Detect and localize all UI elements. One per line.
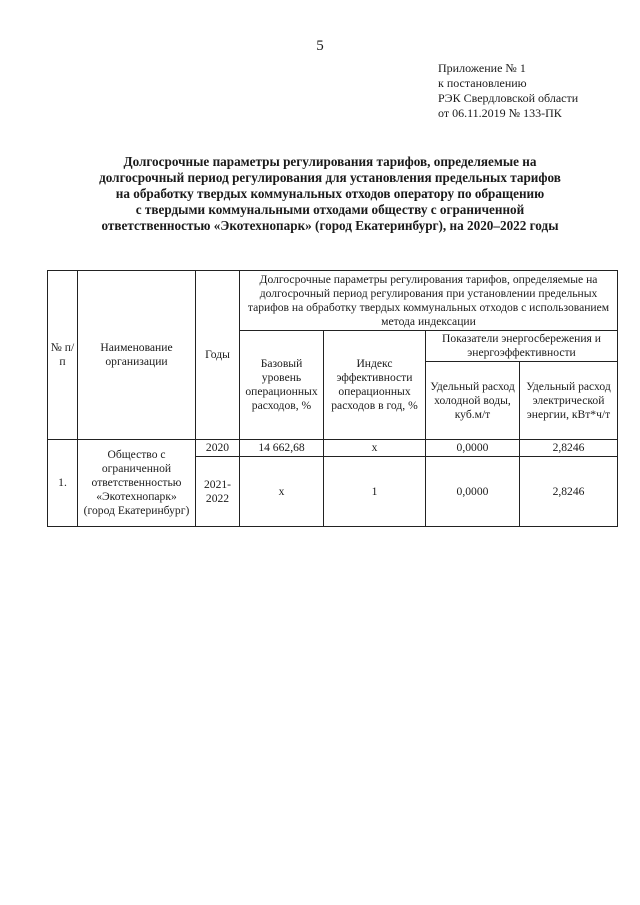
title-line: на обработку твердых коммунальных отходов оператору по обращению [115, 186, 545, 201]
header-num: № п/п [48, 271, 78, 440]
appendix-line: РЭК Свердловской области [438, 91, 579, 105]
header-years: Годы [196, 271, 240, 440]
cell-electricity: 2,8246 [520, 440, 618, 457]
header-org-name: Наименование организации [78, 271, 196, 440]
table-row [48, 440, 618, 457]
header-efficiency-index: Индекс эффективности операционных расходов в год, % [324, 331, 426, 440]
appendix-line: к постановлению [438, 76, 527, 90]
cell-efficiency-index: 1 [324, 457, 426, 527]
cell-base-level: x [240, 457, 324, 527]
cell-base-level: 14 662,68 [240, 440, 324, 457]
appendix-line: Приложение № 1 [438, 61, 526, 75]
cell-water: 0,0000 [426, 457, 520, 527]
row-num: 1. [48, 440, 78, 527]
row-organization: Общество с ограниченной ответственностью «Экотехнопарк» (город Екатеринбург) [78, 440, 196, 527]
title-line: долгосрочный период регулирования для установления предельных тарифов [99, 170, 561, 185]
header-energy-group: Показатели энергосбережения и энергоэффективности [426, 331, 618, 362]
cell-efficiency-index: x [324, 440, 426, 457]
document-title [60, 154, 600, 234]
cell-years: 2020 [196, 440, 240, 457]
title-line: ответственностью «Экотехнопарк» (город Екатеринбург), на 2020–2022 годы [101, 218, 559, 233]
cell-years: 2021-2022 [196, 457, 240, 527]
title-line: с твердыми коммунальными отходами обществу с ограниченной [135, 202, 525, 217]
cell-water: 0,0000 [426, 440, 520, 457]
header-electricity: Удельный расход электрической энергии, кВт*ч/т [520, 362, 618, 440]
header-water: Удельный расход холодной воды, куб.м/т [426, 362, 520, 440]
appendix-line: от 06.11.2019 № 133-ПК [438, 106, 562, 120]
title-line: Долгосрочные параметры регулирования тарифов, определяемые на [123, 154, 537, 169]
appendix-reference [438, 61, 578, 121]
header-base-level: Базовый уровень операционных расходов, % [240, 331, 324, 440]
page-number: 5 [316, 38, 324, 54]
header-params-group: Долгосрочные параметры регулирования тарифов, определяемые на долгосрочный период регулирования при установлении предельных тарифов на обработку твердых коммунальных отходов с использованием метода индексации [240, 271, 618, 331]
cell-electricity: 2,8246 [520, 457, 618, 527]
tariff-parameters-table [47, 270, 618, 527]
